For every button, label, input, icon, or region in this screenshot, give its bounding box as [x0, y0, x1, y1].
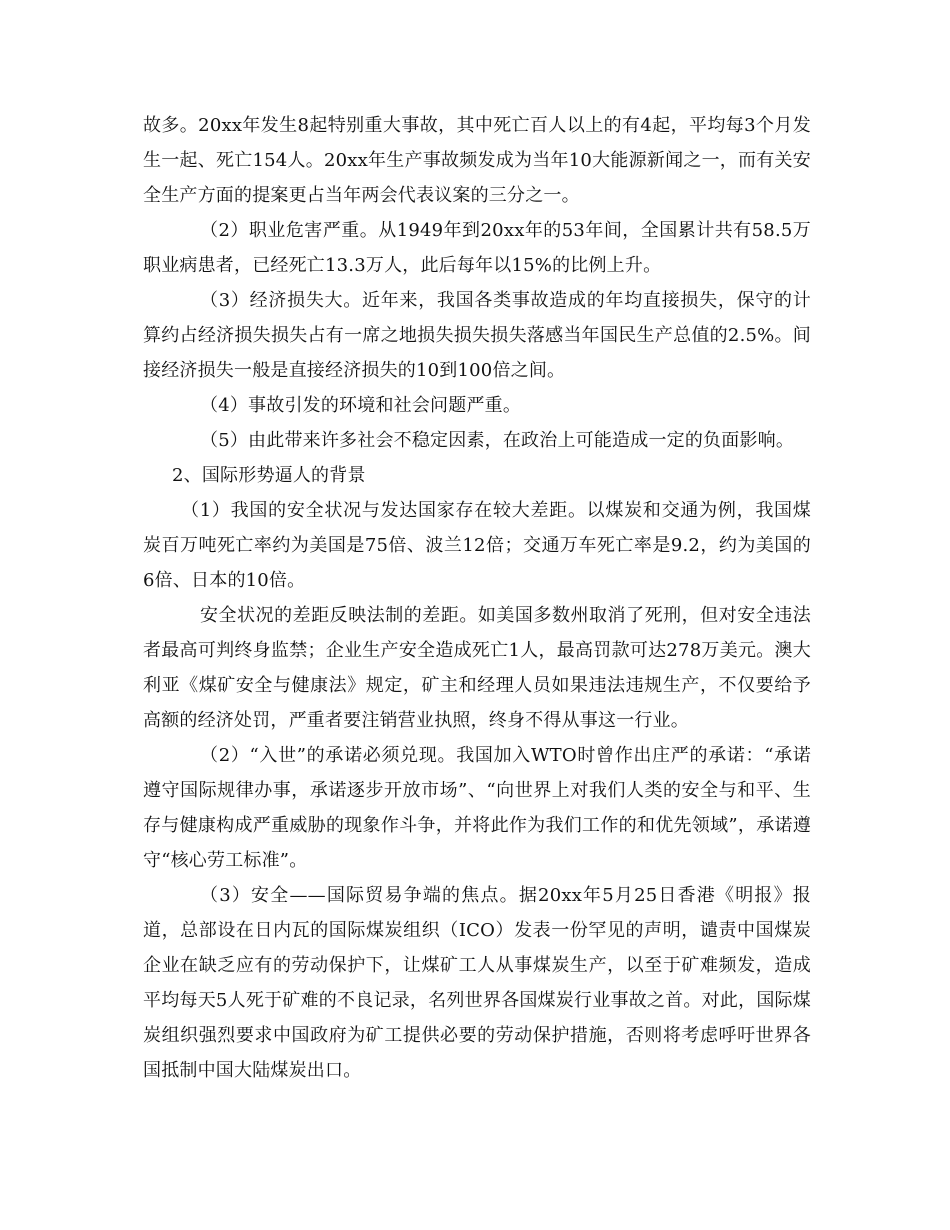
section-heading-international: 2、国际形势逼人的背景: [172, 465, 366, 486]
paragraph-safety-gap: （1）我国的安全状况与发达国家存在较大差距。以煤炭和交通为例，我国煤炭百万吨死亡率约为美国是75倍、波兰12倍；交通万车死亡率是9.2，约为美国的6倍、日本的10倍。: [143, 500, 811, 591]
paragraph-occupational-hazard: （2）职业危害严重。从1949年到20xx年的53年间，全国累计共有58.5万职业病患者，已经死亡13.3万人，此后每年以15%的比例上升。: [143, 220, 811, 276]
paragraph-wto-commitment: （2）“入世”的承诺必须兑现。我国加入WTO时曾作出庄严的承诺：“承诺遵守国际规律办事，承诺逐步开放市场”、“向世界上对我们人类的安全与和平、生存与健康构成严重威胁的现象作斗争，并将此作为我们工作的和优先领域”，承诺遵守“核心劳工标准”。: [143, 745, 811, 871]
paragraph-economic-loss: （3）经济损失大。近年来，我国各类事故造成的年均直接损失，保守的计算约占经济损失损失占有一席之地损失损失损失落感当年国民生产总值的2.5%。间接经济损失一般是直接经济损失的10到100倍之间。: [143, 290, 811, 381]
paragraph-social-instability: （5）由此带来许多社会不稳定因素，在政治上可能造成一定的负面影响。: [200, 430, 795, 451]
paragraph-trade-dispute: （3）安全——国际贸易争端的焦点。据20xx年5月25日香港《明报》报道，总部设在日内瓦的国际煤炭组织（ICO）发表一份罕见的声明，谴责中国煤炭企业在缺乏应有的劳动保护下，让煤矿工人从事煤炭生产，以至于矿难频发，造成平均每天5人死于矿难的不良记录，名列世界各国煤炭行业事故之首。对此，国际煤炭组织强烈要求中国政府为矿工提供必要的劳动保护措施，否则将考虑呼吁世界各国抵制中国大陆煤炭出口。: [143, 885, 811, 1081]
paragraph-legal-gap: 安全状况的差距反映法制的差距。如美国多数州取消了死刑，但对安全违法者最高可判终身监禁；企业生产安全造成死亡1人，最高罚款可达278万美元。澳大利亚《煤矿安全与健康法》规定，矿主和经理人员如果违法违规生产，不仅要给予高额的经济处罚，严重者要注销营业执照，终身不得从事这一行业。: [143, 605, 811, 731]
paragraph-environment-social: （4）事故引发的环境和社会问题严重。: [200, 395, 522, 416]
paragraph-intro-continuation: 故多。20xx年发生8起特别重大事故，其中死亡百人以上的有4起，平均每3个月发生一起、死亡154人。20xx年生产事故频发成为当年10大能源新闻之一，而有关安全生产方面的提案更占当年两会代表议案的三分之一。: [143, 115, 811, 206]
document-body: [143, 108, 811, 1088]
